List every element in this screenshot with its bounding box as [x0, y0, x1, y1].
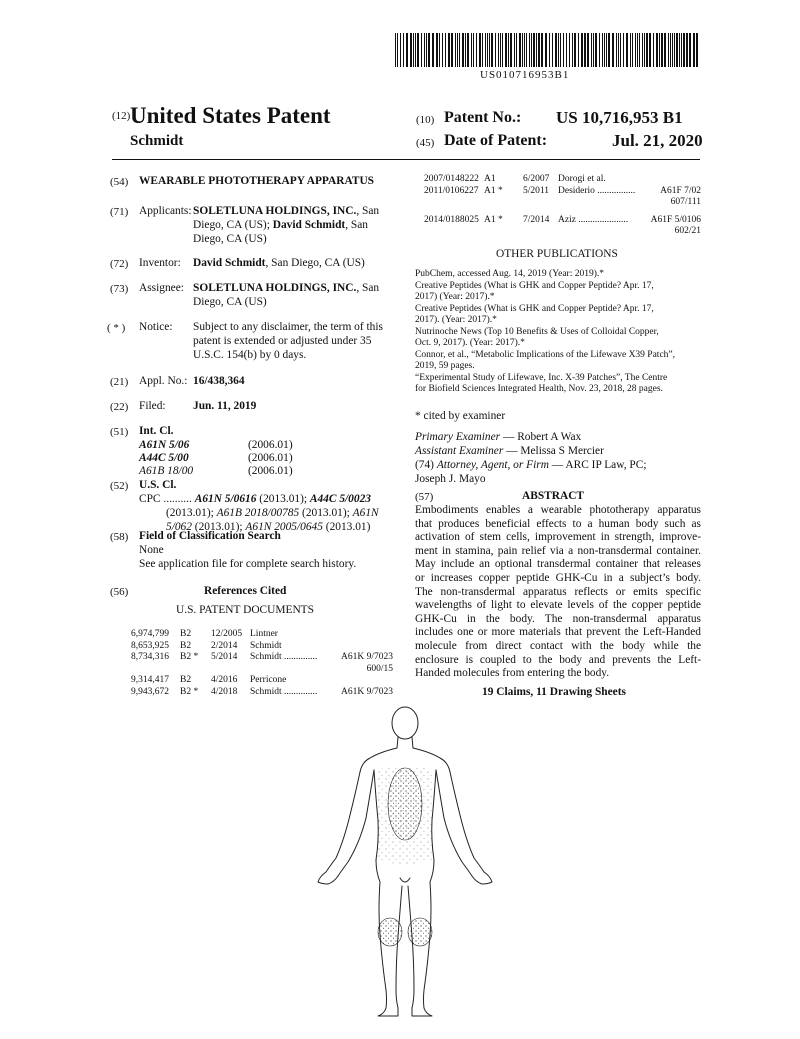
appl-number: 16/438,364	[193, 375, 245, 387]
ref-number: 2011/0106227	[424, 185, 479, 196]
cpc-year-5: (2013.01)	[322, 521, 371, 533]
barcode-bar	[526, 33, 527, 67]
us-cl-label: U.S. Cl.	[139, 479, 177, 491]
assignee-loc: , San	[356, 282, 380, 294]
other-publication-line: 2017). (Year: 2017).*	[415, 315, 497, 325]
notice-line-3: U.S.C. 154(b) by 0 days.	[193, 349, 307, 361]
code-notice: ( * )	[107, 322, 126, 334]
ref-name: Dorogi et al.	[558, 174, 606, 184]
barcode-bar	[635, 33, 636, 67]
barcode-bar	[587, 33, 589, 67]
notice-line-1: Subject to any disclaimer, the term of this	[193, 321, 383, 333]
filed-date: Jun. 11, 2019	[193, 400, 257, 412]
abstract-line: molecule from direct contact with the body while the	[415, 640, 701, 652]
ref-class-2: 602/21	[674, 226, 701, 236]
code-57: (57)	[415, 491, 434, 503]
barcode-bar	[462, 33, 464, 67]
barcode-bar	[616, 33, 617, 67]
other-publication-line: 2017) (Year: 2017).*	[415, 292, 495, 302]
us-patent-docs-label: U.S. PATENT DOCUMENTS	[176, 604, 314, 616]
ref-number: 9,943,672	[131, 686, 169, 697]
int-cl-code: A61B 18/00	[139, 465, 194, 477]
notice-label: Notice:	[139, 321, 173, 333]
references-label: References Cited	[204, 585, 287, 597]
barcode-bar	[552, 33, 553, 67]
barcode-bar	[560, 33, 561, 67]
barcode-bar	[599, 33, 600, 67]
abstract-line: or increases copper peptide GHK-Cu in a subject’s body.	[415, 572, 701, 584]
barcode-bar	[479, 33, 481, 67]
barcode-bar	[541, 33, 543, 67]
barcode-bar	[413, 33, 414, 67]
human-body-figure	[300, 700, 510, 1020]
ref-class-2: 600/15	[366, 663, 393, 674]
barcode-bar	[668, 33, 669, 67]
barcode-bar	[686, 33, 688, 67]
code-45: (45)	[416, 137, 435, 149]
attorney	[415, 459, 647, 473]
barcode-bar	[656, 33, 658, 67]
abstract-line: activation of stem cells, improvement in strength, improve-	[415, 531, 701, 544]
barcode-bar	[623, 33, 624, 67]
assistant-examiner-label: Assistant Examiner	[415, 445, 504, 457]
barcode-bar	[442, 33, 443, 67]
barcode-bar	[604, 33, 605, 67]
barcode-bar	[584, 33, 586, 67]
assignee-line-1	[193, 282, 379, 296]
barcode-bar	[471, 33, 472, 67]
cpc-code-2: A44C 5/0023	[309, 493, 371, 505]
cpc-code-4a: A61N	[352, 507, 379, 519]
int-cl-year: (2006.01)	[248, 452, 293, 464]
applicants-label: Applicants:	[139, 205, 192, 217]
applicants-line-2	[193, 219, 368, 233]
barcode-bar	[574, 33, 576, 67]
field-none: None	[139, 544, 164, 556]
other-publication-line: Connor, et al., “Metabolic Implications of the Lifewave X39 Patch”,	[415, 349, 675, 360]
invention-title: WEARABLE PHOTOTHERAPY APPARATUS	[139, 175, 375, 187]
assistant-examiner-name: — Melissa S Mercier	[503, 445, 604, 457]
ref-class: A61K 9/7023	[341, 686, 393, 697]
ref-class: A61F 7/02	[660, 185, 701, 196]
code-12: (12)	[112, 110, 131, 122]
other-pubs-label: OTHER PUBLICATIONS	[496, 248, 618, 260]
inventor-label: Inventor:	[139, 257, 181, 269]
barcode-bar	[424, 33, 425, 67]
barcode-bar	[514, 33, 515, 67]
ref-name: Desiderio ................	[558, 185, 636, 196]
barcode-bar	[500, 33, 501, 67]
barcode-bar	[563, 33, 564, 67]
barcode-bar	[693, 33, 695, 67]
barcode-bar	[676, 33, 678, 67]
abstract-line: The non-transdermal apparatus reflects or emits specific	[415, 585, 701, 598]
patent-date: Jul. 21, 2020	[612, 131, 703, 150]
barcode-bar	[606, 33, 607, 67]
ref-number: 6,974,799	[131, 629, 169, 639]
abstract-line: May include an optional transdermal container that releases	[415, 558, 701, 571]
barcode-bar	[524, 33, 525, 67]
barcode-bar	[432, 33, 434, 67]
barcode-bar	[545, 33, 547, 67]
inventor-short: Schmidt	[130, 133, 184, 149]
other-publication-line: 2019, 59 pages.	[415, 361, 475, 371]
claims-summary: 19 Claims, 11 Drawing Sheets	[482, 686, 626, 698]
attorney-code: (74)	[415, 459, 437, 471]
barcode-bar	[498, 33, 499, 67]
other-publication-line: PubChem, accessed Aug. 14, 2019 (Year: 2019).*	[415, 269, 605, 279]
barcode-bar	[659, 33, 660, 67]
barcode-bar	[536, 33, 537, 67]
barcode-bar	[451, 33, 453, 67]
barcode-bar	[664, 33, 666, 67]
cpc-year-4: (2013.01);	[191, 521, 246, 533]
ref-kind: A1	[484, 174, 496, 184]
other-publication-line: for Biofield Sciences Integrated Health, Nov. 23, 2018, 28 pages.	[415, 384, 663, 394]
barcode-bar	[421, 33, 422, 67]
barcode-bar	[618, 33, 619, 67]
barcode-bar	[549, 33, 550, 67]
barcode-bar	[538, 33, 540, 67]
cited-by-examiner: * cited by examiner	[415, 410, 506, 422]
barcode-bar	[482, 33, 483, 67]
ref-date: 6/2007	[523, 174, 550, 184]
barcode-bar	[397, 33, 398, 67]
other-publication-line: Nutrinoche News (Top 10 Benefits & Uses of Colloidal Copper,	[415, 326, 659, 337]
ref-name: Schmidt ..............	[250, 652, 318, 662]
barcode-bar	[649, 33, 651, 67]
barcode-bar	[489, 33, 490, 67]
barcode-bar	[646, 33, 648, 67]
other-publication-line: Creative Peptides (What is GHK and Copper Peptide? Apr. 17,	[415, 303, 654, 314]
ref-name: Aziz .....................	[558, 214, 629, 225]
barcode-bar	[672, 33, 673, 67]
ref-name: Schmidt ..............	[250, 686, 318, 697]
barcode-bar	[410, 33, 412, 67]
code-58: (58)	[110, 531, 129, 543]
ref-date: 7/2014	[523, 214, 550, 225]
abstract-line: enclosure is coupled to the body and prevents the Left-	[415, 653, 701, 666]
cpc-code-3: A61B 2018/00785	[216, 507, 300, 519]
cpc-year-3: (2013.01);	[299, 507, 353, 519]
barcode-bar	[508, 33, 509, 67]
other-publication-line: Creative Peptides (What is GHK and Copper Peptide? Apr. 17,	[415, 280, 654, 291]
int-cl-code: A61N 5/06	[139, 439, 190, 451]
abstract-line: includes one or more materials that prevent the Left-Handed	[415, 626, 701, 639]
barcode-bar	[591, 33, 592, 67]
abstract-line: wavelengths of light to elevate levels of the copper peptide	[415, 599, 701, 612]
ref-kind: B2	[180, 640, 192, 651]
code-73: (73)	[110, 283, 129, 295]
barcode-bar	[653, 33, 654, 67]
applicant-company: SOLETLUNA HOLDINGS, INC.	[193, 205, 357, 217]
assignee-line-2: Diego, CA (US)	[193, 296, 267, 308]
barcode-bar	[608, 33, 610, 67]
cpc-line-2	[166, 507, 379, 521]
barcode-bar	[681, 33, 682, 67]
barcode-bar	[637, 33, 638, 67]
applicant-person-loc: , San	[345, 219, 369, 231]
barcode-bar	[403, 33, 404, 67]
patent-number: US 10,716,953 B1	[556, 108, 683, 127]
other-publication-line: “Experimental Study of Lifewave, Inc. X-39 Patches”, The Centre	[415, 372, 668, 383]
notice-line-2: patent is extended or adjusted under 35	[193, 335, 372, 347]
ref-class: A61F 5/0106	[650, 214, 701, 225]
inventor-line	[193, 257, 365, 271]
barcode-bar	[661, 33, 663, 67]
barcode-bar	[612, 33, 614, 67]
barcode-bar	[400, 33, 401, 67]
ref-kind: A1 *	[484, 214, 503, 225]
barcode-bar	[417, 33, 419, 67]
barcode-bar	[502, 33, 503, 67]
int-cl-year: (2006.01)	[248, 465, 293, 477]
barcode-bar	[602, 33, 603, 67]
inventor-name: David Schmidt	[193, 257, 266, 269]
barcode-bar	[485, 33, 486, 67]
ref-kind: B2 *	[180, 652, 199, 662]
field-note: See application file for complete search history.	[139, 558, 357, 570]
barcode-bar	[415, 33, 416, 67]
barcode-bar	[644, 33, 645, 67]
filed-label: Filed:	[139, 400, 166, 412]
barcode-bar	[457, 33, 458, 67]
barcode-bar	[436, 33, 438, 67]
barcode-bar	[569, 33, 570, 67]
barcode-bar	[516, 33, 517, 67]
ref-kind: B2 *	[180, 686, 199, 697]
applicants-line-1	[193, 205, 379, 219]
barcode-bar	[448, 33, 450, 67]
ref-number: 8,653,925	[131, 640, 169, 651]
barcode-bar	[642, 33, 643, 67]
code-52: (52)	[110, 480, 129, 492]
barcode-bar	[473, 33, 474, 67]
code-56: (56)	[110, 586, 129, 598]
attorney-label: Attorney, Agent, or Firm	[436, 459, 549, 471]
int-cl-year: (2006.01)	[248, 439, 293, 451]
barcode-bar	[689, 33, 691, 67]
barcode-bar	[572, 33, 573, 67]
cpc-line-1	[139, 493, 371, 507]
ref-date: 4/2016	[211, 675, 238, 685]
barcode-bar	[639, 33, 640, 67]
attorney-line-2: Joseph J. Mayo	[415, 473, 486, 485]
code-21: (21)	[110, 376, 129, 388]
barcode-bar	[620, 33, 621, 67]
ref-number: 2014/0188025	[424, 214, 479, 225]
abstract-line: Handed molecules from entering the body.	[415, 667, 610, 680]
ref-class-2: 607/111	[670, 197, 701, 207]
ref-date: 2/2014	[211, 640, 238, 651]
barcode-bar	[683, 33, 685, 67]
barcode-bar	[696, 33, 698, 67]
patent-no-label: Patent No.:	[444, 109, 522, 126]
appl-label: Appl. No.:	[139, 375, 188, 387]
abstract-label: ABSTRACT	[522, 490, 585, 502]
other-publication-line: Oct. 9, 2017). (Year: 2017).*	[415, 338, 525, 348]
abstract-line: ment in stamina, pain relief via a non-transdermal container.	[415, 544, 701, 557]
barcode-bar	[531, 33, 532, 67]
ref-date: 5/2011	[523, 185, 550, 196]
publication-number: US010716953B1	[480, 69, 570, 81]
code-72: (72)	[110, 258, 129, 270]
barcode-bar	[455, 33, 456, 67]
inventor-location: , San Diego, CA (US)	[265, 257, 365, 269]
barcode-bar	[465, 33, 466, 67]
int-cl-label: Int. Cl.	[139, 425, 174, 437]
primary-examiner-label: Primary Examiner	[415, 431, 501, 443]
abstract-line: that produces beneficial effects to a human body such as	[415, 517, 701, 530]
barcode-bar	[578, 33, 579, 67]
applicant-loc: Diego, CA (US);	[193, 219, 273, 231]
cpc-code-1: A61N 5/0616	[194, 493, 257, 505]
ref-name: Schmidt	[250, 640, 282, 651]
ref-number: 2007/0148222	[424, 174, 479, 184]
applicant-company-loc: , San	[356, 205, 380, 217]
barcode-bar	[459, 33, 460, 67]
applicant-person: David Schmidt	[272, 219, 346, 231]
barcode-bar	[406, 33, 408, 67]
barcode-bar	[674, 33, 675, 67]
ref-class: A61K 9/7023	[341, 652, 393, 662]
barcode-bar	[626, 33, 628, 67]
ref-date: 4/2018	[211, 686, 238, 697]
ref-kind: B2	[180, 675, 192, 685]
barcode-bar	[491, 33, 493, 67]
code-54: (54)	[110, 176, 129, 188]
barcode-bar	[519, 33, 521, 67]
barcode-bar	[487, 33, 488, 67]
barcode-bar	[476, 33, 477, 67]
barcode-bar	[679, 33, 680, 67]
barcode-bar	[593, 33, 594, 67]
cpc-code-5: A61N 2005/0645	[245, 521, 323, 533]
ref-number: 9,314,417	[131, 675, 169, 685]
assignee-label: Assignee:	[139, 282, 184, 294]
date-label: Date of Patent:	[444, 132, 548, 149]
abstract-line: Embodiments enables a wearable phototherapy apparatus	[415, 504, 701, 516]
cpc-label: CPC ..........	[139, 493, 192, 505]
ref-name: Perricone	[250, 675, 287, 685]
barcode-bar	[439, 33, 440, 67]
barcode	[395, 33, 701, 67]
code-71: (71)	[110, 206, 129, 218]
primary-examiner-name: — Robert A Wax	[500, 431, 582, 443]
barcode-bar	[467, 33, 469, 67]
ref-date: 12/2005	[211, 629, 243, 639]
ref-kind: A1 *	[484, 185, 503, 196]
field-label: Field of Classification Search	[139, 530, 281, 542]
ref-number: 8,734,316	[131, 652, 169, 662]
header-rule	[112, 159, 700, 160]
barcode-bar	[630, 33, 631, 67]
barcode-bar	[395, 33, 396, 67]
ref-date: 5/2014	[211, 652, 238, 662]
barcode-bar	[566, 33, 567, 67]
assistant-examiner	[415, 445, 604, 459]
barcode-bar	[428, 33, 430, 67]
ref-name: Lintner	[250, 629, 278, 639]
barcode-bar	[505, 33, 507, 67]
barcode-bar	[495, 33, 496, 67]
barcode-bar	[510, 33, 512, 67]
barcode-bar	[555, 33, 557, 67]
barcode-bar	[529, 33, 530, 67]
cpc-year-2: (2013.01);	[166, 507, 217, 519]
int-cl-code: A44C 5/00	[139, 452, 189, 464]
barcode-bar	[670, 33, 671, 67]
code-22: (22)	[110, 401, 129, 413]
code-10: (10)	[416, 114, 435, 126]
barcode-bar	[632, 33, 633, 67]
barcode-bar	[595, 33, 597, 67]
cpc-year-1: (2013.01);	[256, 493, 310, 505]
barcode-bar	[426, 33, 427, 67]
barcode-bar	[445, 33, 446, 67]
primary-examiner	[415, 431, 581, 445]
assignee-name: SOLETLUNA HOLDINGS, INC.	[193, 282, 357, 294]
cpc-code-4b: 5/062	[166, 521, 192, 533]
barcode-bar	[522, 33, 523, 67]
abstract-line: GHK-Cu in the body. The non-transdermal apparatus	[415, 612, 701, 625]
barcode-bar	[533, 33, 535, 67]
attorney-name: — ARC IP Law, PC;	[548, 459, 647, 471]
code-51: (51)	[110, 426, 129, 438]
applicants-line-3: Diego, CA (US)	[193, 233, 267, 245]
barcode-bar	[558, 33, 559, 67]
ref-kind: B2	[180, 629, 192, 639]
barcode-bar	[581, 33, 583, 67]
document-type: United States Patent	[130, 103, 331, 128]
